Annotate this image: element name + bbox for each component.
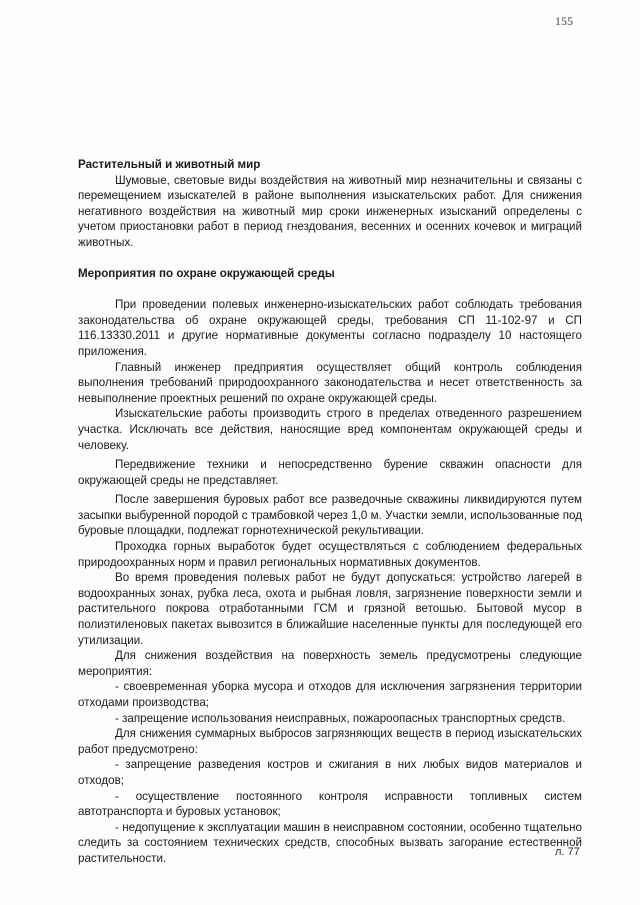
sheet-label: л. 77 [555,846,580,858]
paragraph-measures-2: Главный инженер предприятия осуществляет общий контроль соблюдения выполнения требований природоохранного законодательства и несет ответственность за невыполнение проектных решений по охране окружающей среды. [78,360,582,405]
paragraph-measures-9: Для снижения суммарных выбросов загрязняющих веществ в период изыскательских работ предусмотрено: [78,727,582,756]
section-heading-flora: Растительный и животный мир [78,158,261,171]
list-item-measures-2: - запрещение использования неисправных, пожароопасных транспортных средств. [115,711,566,725]
list-item-measures-5: - недопущение к эксплуатации машин в неисправном состоянии, особенно тщательно следить за состоянием технических средств, способных вызвать загорание естественной растительности. [78,820,582,865]
paragraph-measures-4: Передвижение техники и непосредственно бурение скважин опасности для окружающей среды не представляет. [78,458,582,487]
section-heading-measures: Мероприятия по охране окружающей среды [78,266,335,280]
paragraph-measures-1: При проведении полевых инженерно-изыскательских работ соблюдать требования законодательства об охране окружающей среды, требования СП 11-102-97 и СП 116.13330.2011 и другие нормативные документы согласно подразделу 10 настоящего приложения. [78,298,582,358]
paragraph-measures-8: Для снижения воздействия на поверхность земель предусмотрены следующие мероприятия: [78,649,582,678]
paragraph-measures-7: Во время проведения полевых работ не будут допускаться: устройство лагерей в водоохранных зонах, рубка леса, охота и рыбная ловля, загрязнение поверхности земли и растительного покрова отработанными ГСМ и грязной ветошью. Бытовой мусор в полиэтиленовых пакетах вывозится в ближайшие населенные пункты для последующей его утилизации. [78,571,582,647]
page-number: 155 [555,14,573,28]
paragraph-measures-6: Проходка горных выработок будет осуществляться с соблюдением федеральных природоохранных норм и правил региональных нормативных документов. [78,540,582,569]
list-item-measures-3: - запрещение разведения костров и сжигания в них любых видов материалов и отходов; [78,758,582,787]
list-item-measures-4: - осуществление постоянного контроля исправности топливных систем автотранспорта и буровых установок; [78,789,582,819]
list-item-measures-1: - своевременная уборка мусора и отходов для исключения загрязнения территории отходами производства; [78,680,582,709]
paragraph-flora-1: Шумовые, световые виды воздействия на животный мир незначительны и связаны с перемещением изыскателей в районе выполнения изыскательских работ. Для снижения негативного воздействия на животный мир сроки инженерных изысканий определены с учетом приостановки работ в период гнездования, весенних и осенних кочевок и миграций животных. [78,173,582,249]
document-body [78,157,582,867]
paragraph-measures-5: После завершения буровых работ все разведочные скважины ликвидируются путем засыпки выбуренной породой с трамбовкой через 1,0 м. Участки земли, использованные под буровые площадки, подлежат горнотехнической рекультивации. [78,493,582,538]
paragraph-measures-3: Изыскательские работы производить строго в пределах отведенного разрешением участка. Исключать все действия, наносящие вред компонентам окружающей среды и человеку. [78,407,582,452]
